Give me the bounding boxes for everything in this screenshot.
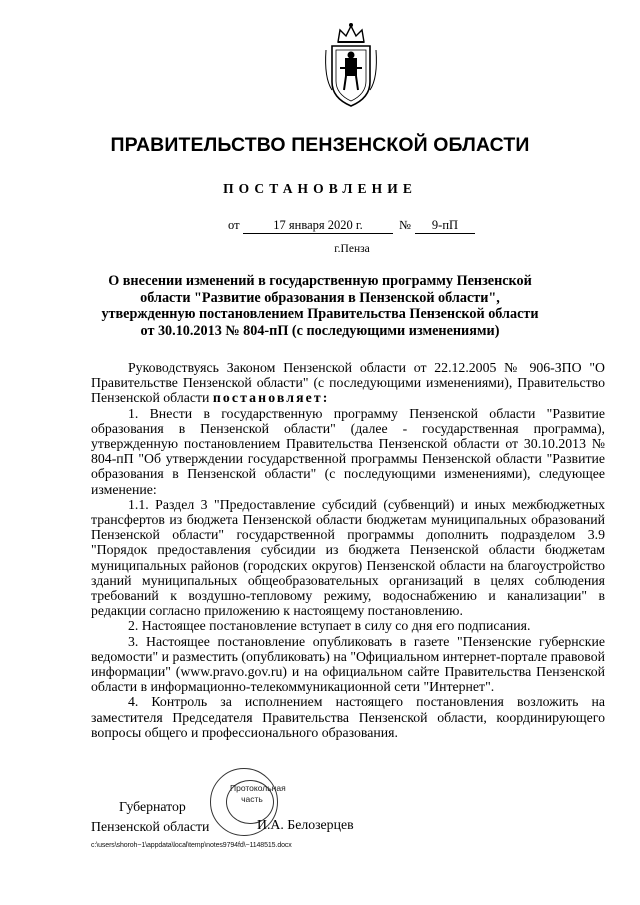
paragraph-3: 3. Настоящее постановление опубликовать в газете "Пензенские губернские ведомости" и разместить (опубликовать) на "Официальном интернет-портале правовой информации" (www.pravo.gov.ru) и на официальном сайте Правительства Пензенской области в информационно-телекоммуникационной сети "Интернет". <box>91 633 605 695</box>
date-from-label: от <box>228 218 240 232</box>
document-type: ПОСТАНОВЛЕНИЕ <box>223 181 417 196</box>
city: г.Пенза <box>334 243 370 255</box>
preamble-paragraph <box>91 360 605 406</box>
document-date: 17 января 2020 г. <box>243 218 393 234</box>
document-body <box>91 360 605 740</box>
file-path-footer: c:\users\shoroh~1\appdata\local\temp\notes9794fd\~1148515.docx <box>91 842 292 849</box>
paragraph-4: 4. Контроль за исполнением настоящего постановления возложить на заместителя Председателя Правительства Пензенской области, координирующего вопросы общего и профессионального образования. <box>91 694 605 740</box>
paragraph-1-1: 1.1. Раздел 3 "Предоставление субсидий (субвенций) и иных межбюджетных трансфертов из бюджета Пензенской области бюджетам муниципальных образований Пензенской области" государственной программы дополнить подразделом 3.9 "Порядок предоставления субсидии из бюджета Пензенской области бюджетам муниципальных районов (городских округов) Пензенской области на благоустройство зданий муниципальных общеобразовательных организаций в целях соблюдения требований к воздушно-тепловому режиму, водоснабжению и канализации" в редакции согласно приложению к настоящему постановлению. <box>91 496 605 619</box>
protocol-stamp-text <box>230 783 286 805</box>
stamp-line-2: часть <box>241 794 263 804</box>
number-label: № <box>399 218 411 232</box>
document-heading: О внесении изменений в государственную программу Пензенской области "Развитие образования в Пензенской области", утвержденную постановлением Правительства Пензенской области от 30.10.2013 № 804-пП (с последующими изменениями) <box>101 273 539 339</box>
coat-of-arms-emblem <box>318 20 384 112</box>
paragraph-2: 2. Настоящее постановление вступает в силу со дня его подписания. <box>128 618 531 634</box>
date-number-line <box>0 218 640 236</box>
resolves-word: постановляет: <box>212 390 330 406</box>
signatory-title <box>91 797 209 837</box>
government-title: ПРАВИТЕЛЬСТВО ПЕНЗЕНСКОЙ ОБЛАСТИ <box>110 134 530 156</box>
stamp-line-1: Протокольная <box>230 783 286 793</box>
signatory-title-line-2: Пензенской области <box>91 819 210 834</box>
signatory-name: И.А. Белозерцев <box>257 817 354 832</box>
document-number: 9-пП <box>415 218 475 234</box>
signatory-title-line-1: Губернатор <box>119 799 186 814</box>
preamble-text: Руководствуясь Законом Пензенской области от 22.12.2005 № 906-ЗПО "О Правительстве Пензенской области" (с последующими изменениями), Правительство Пензенской области <box>91 360 605 406</box>
paragraph-1: 1. Внести в государственную программу Пензенской области "Развитие образования в Пензенской области" (далее - государственная программа), утвержденную постановлением Правительства Пензенской области от 30.10.2013 № 804-пП "Об утверждении государственной программы Пензенской области "Развитие образования в Пензенской области" (с последующими изменениями), следующее изменение: <box>91 405 605 497</box>
